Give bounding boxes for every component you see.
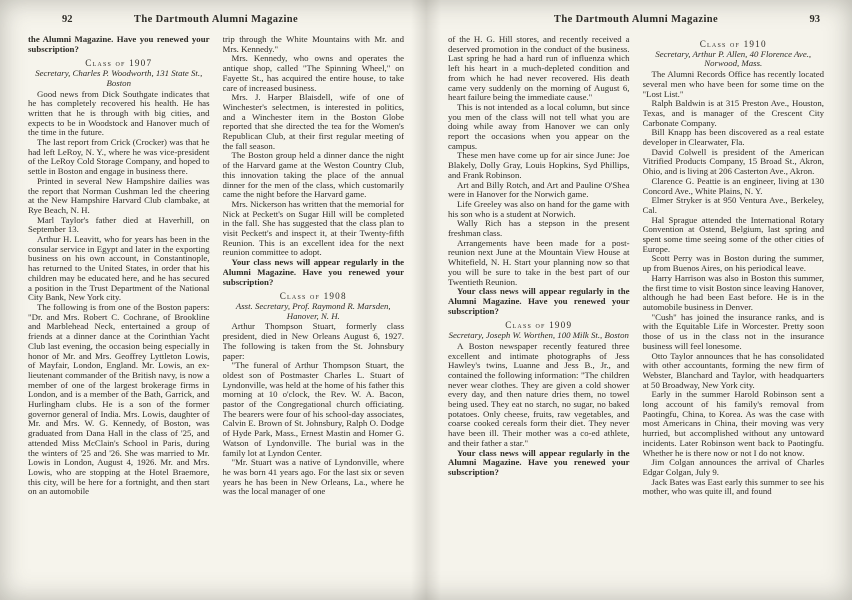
paragraph: Mrs. Nickerson has written that the memorial for Nick at Peckett's on Sugar Hill will be completed in the fall. She has suggested that the class plan to visit Peckett's and inspect it, at their Twenty-fifth Reunion. This is an excellent idea for the next reunion committee to adopt. xyxy=(222,198,404,258)
paragraph: Scott Perry was in Boston during the summer, up from Buenos Aires, on his periodical leave. xyxy=(642,253,824,274)
paragraph: Printed in several New Hampshire dailies was the report that Norman Cushman led the cheering at the New Hampshire Harvard Club clambake, at Rye Beach, N. H. xyxy=(28,175,210,215)
paragraph: Mrs. Kennedy, who owns and operates the antique shop, called "The Spinning Wheel," on Fayette St., has acquired the entire house, to take care of increased business. xyxy=(222,53,404,93)
paragraph: "Cush" has joined the insurance ranks, and is with the Equitable Life in Worcester. Pretty soon those of us in the class not in the insurance business will feel lonesome. xyxy=(642,311,824,351)
paragraph: trip through the White Mountains with Mr. and Mrs. Kennedy." xyxy=(222,35,404,54)
paragraph: A Boston newspaper recently featured three excellent and intimate photographs of Jess Hawley's twins, Luanne and Jess B., Jr., and contained the following information: "The children never wear clothes. They are given a cold shower every day, and then nature dries them, no towel being used. They eat no starch, no sugar, no baked potatoes. Only cheese, fruits, raw vegetables, and coarse cooked cereals form their diet. They never have been ill. Their mother was a co-ed athlete, and their father a star." xyxy=(448,340,630,448)
paragraph: Early in the summer Harold Robinson sent a long account of his family's removal from Paotingfu, China, to Korea. As was the case with most Americans in China, their moving was very hurried, but accomplished without any untoward incidents. Later Robinson went back to Paotingfu. Whether he is there now or not I do not know. xyxy=(642,389,824,458)
paragraph: Bill Knapp has been discovered as a real estate developer in Clearwater, Fla. xyxy=(642,127,824,148)
paragraph: of the H. G. Hill stores, and recently received a deserved promotion in the conduct of the business. Last spring he had a hard run of influenza which left his heart in a much-depleted condition and from which he had never recovered. His death came very suddenly on the morning of August 6, heart failure being the immediate cause." xyxy=(448,35,630,103)
paragraph: Wally Rich has a stepson in the present freshman class. xyxy=(448,218,630,239)
paragraph: Hal Sprague attended the International Rotary Convention at Ostend, Belgium, last spring and spent some time seeing some of the other cities of Europe. xyxy=(642,214,824,254)
text-columns xyxy=(448,35,824,589)
secretary-line: Asst. Secretary, Prof. Raymond R. Marsden, Hanover, N. H. xyxy=(235,300,391,321)
paragraph: Life Greeley was also on hand for the game with his son who is a student at Norwich. xyxy=(448,198,630,219)
text-column xyxy=(448,35,630,589)
text-column xyxy=(28,35,210,589)
paragraph: Marl Taylor's father died at Haverhill, on September 13. xyxy=(28,214,210,235)
page-93 xyxy=(426,0,852,600)
paragraph: These men have come up for air since June: Joe Blakely, Dolly Gray, Louis Hopkins, Syd Phillips, and Frank Robinson. xyxy=(448,150,630,180)
paragraph: Mrs. J. Harper Blaisdell, wife of one of Winchester's selectmen, is interested in politics, and a Winchester item in the Boston Globe reported that she directed the tea for the Women's Republican Club, at their first regular meeting of the fall season. xyxy=(222,92,404,151)
secretary-line: Secretary, Arthur P. Allen, 40 Florence Ave., Norwood, Mass. xyxy=(655,48,812,69)
subscription-notice: Your class news will appear regularly in the Alumni Magazine. Have you renewed your subscription? xyxy=(448,447,630,477)
paragraph: Otto Taylor announces that he has consolidated with other accountants, forming the new firm of Webster, Blanchard and Taylor, with headquarters at 50 Broadway, New York city. xyxy=(642,350,824,390)
paragraph: "The funeral of Arthur Thompson Stuart, the oldest son of Postmaster Charles L. Stuart of Lyndonville, was held at the home of his father this morning at 10 o'clock, the Rev. W. A. Bacon, pastor of the Congregational church officiating. The bearers were four of his school-day associates, Calvin E. Brown of St. Johnsbury, Ralph O. Dodge of Hyde Park, Mass., Ernest Mastin and Homer G. Watson of Lyndonville. The burial was in the family lot at Lyndon Center. xyxy=(222,360,404,458)
paragraph: Ralph Baldwin is at 315 Preston Ave., Houston, Texas, and is manager of the Crescent City Carbonate Company. xyxy=(642,98,824,128)
text-column xyxy=(643,35,825,589)
paragraph: The following is from one of the Boston papers: "Dr. and Mrs. Robert C. Cochrane, of Brookline and Marblehead Neck, entertained a group of friends at a dinner dance at the Corinthian Yacht Club last evening, the occasion being especially in honor of Mr. and Mrs. Geoffrey Lyttleton Lowis, of Mayfair, London, England. Mr. Lowis, an ex-lieutenant commander of the British navy, is now a member of one of the largest brokerage firms in London, and is a member of the Bath, Garrick, and Hurlingham clubs. He is a son of the former governor general of India. Mrs. Lowis, daughter of Mr. and Mrs. W. G. Kennedy, of Boston, was graduated from Dana Hall in the class of '25, and attended Miss McClain's School in Paris, during the winters of '25 and '26. She was married to Mr. Lowis in London, August 4, 1926. Mr. and Mrs. Lowis, who are stopping at the Hotel Braemore, this city, will be here for a fortnight, and then start on an automobile xyxy=(28,301,210,497)
paragraph: Art and Billy Rotch, and Art and Pauline O'Shea were in Hanover for the Norwich game. xyxy=(448,179,630,200)
paragraph: Elmer Stryker is at 950 Ventura Ave., Berkeley, Cal. xyxy=(642,195,824,215)
paragraph: The last report from Crick (Crocker) was that he had left LeRoy, N. Y., where he was vice-president of the LeRoy Cold Storage Company, and hoped to settle in Boston and engage in business there. xyxy=(28,137,210,177)
magazine-title: The Dartmouth Alumni Magazine xyxy=(553,14,719,25)
page-number: 93 xyxy=(809,14,820,25)
subscription-notice: Your class news will appear regularly in the Alumni Magazine. Have you renewed your subscription? xyxy=(222,257,404,287)
secretary-line: Secretary, Charles P. Woodworth, 131 State St., Boston xyxy=(35,68,203,88)
paragraph: Harry Harrison was also in Boston this summer, the first time to visit Boston since leaving Hanover, although he had been East before. He is in the automobile business in Denver. xyxy=(642,272,824,312)
magazine-title: The Dartmouth Alumni Magazine xyxy=(133,14,299,25)
secretary-line: Secretary, Joseph W. Worthen, 100 Milk St., Boston xyxy=(448,330,629,341)
page-header xyxy=(28,12,404,28)
page-header xyxy=(448,12,824,28)
paragraph: Good news from Dick Southgate indicates that he has completely recovered his health. He has written that he is through with big cities, and expects to be in Woodstock and Hanover much of the time in the future. xyxy=(28,88,210,138)
paragraph: Jim Colgan announces the arrival of Charles Edgar Colgan, July 9. xyxy=(642,457,824,477)
class-heading: Class of 1908 xyxy=(279,291,347,302)
class-heading: Class of 1909 xyxy=(505,320,573,331)
paragraph: Clarence G. Peattie is an engineer, living at 130 Concord Ave., White Plains, N. Y. xyxy=(642,175,824,196)
paragraph: David Colwell is president of the American Vitrified Products Company, 15 Broad St., Akron, Ohio, and is living at 206 Casterton Ave., Akron. xyxy=(642,146,824,177)
class-heading: Class of 1910 xyxy=(699,39,767,49)
paragraph: Jack Bates was East early this summer to see his mother, who was quite ill, and found xyxy=(642,476,824,497)
class-heading: Class of 1907 xyxy=(85,58,153,69)
paragraph: Arrangements have been made for a post-reunion next June at the Mountain View House at Whitefield, N. H. Start your planning now so that you will be sure to take in the best part of our Twentieth Reunion. xyxy=(448,237,630,287)
subscription-notice: Your class news will appear regularly in the Alumni Magazine. Have you renewed your subscription? xyxy=(448,286,630,316)
paragraph: The Boston group held a dinner dance the night of the Harvard game at the Weston Country Club, this innovation taking the place of the annual dinner for the men of the class, which customarily came the night before the Harvard game. xyxy=(222,150,404,200)
paragraph: Arthur Thompson Stuart, formerly class president, died in New Orleans August 6, 1927. The following is taken from the St. Johnsbury paper: xyxy=(222,321,404,361)
subscription-notice: the Alumni Magazine. Have you renewed your subscription? xyxy=(28,35,210,54)
paragraph: This is not intended as a local column, but since you men of the class will not tell what you are doing while away from Hanover we can only report the occasions when you appear on the campus. xyxy=(448,101,630,151)
paragraph: The Alumni Records Office has recently located several men who have been for some time on the "Lost List." xyxy=(642,69,824,99)
text-column xyxy=(223,35,405,589)
paragraph: "Mr. Stuart was a native of Lyndonville, where he was born 41 years ago. For the last six or seven years he has been in New Orleans, La., where he was the local manager of one xyxy=(222,457,404,497)
paragraph: Arthur H. Leavitt, who for years has been in the consular service in Egypt and later in the exporting business on his own account, in Constantinople, has returned to the United States, in order that his children may be educated here, and he has secured a position in the Trust Department of the National City Bank, New York city. xyxy=(28,234,210,303)
page-number: 92 xyxy=(62,14,73,25)
text-columns xyxy=(28,35,404,589)
